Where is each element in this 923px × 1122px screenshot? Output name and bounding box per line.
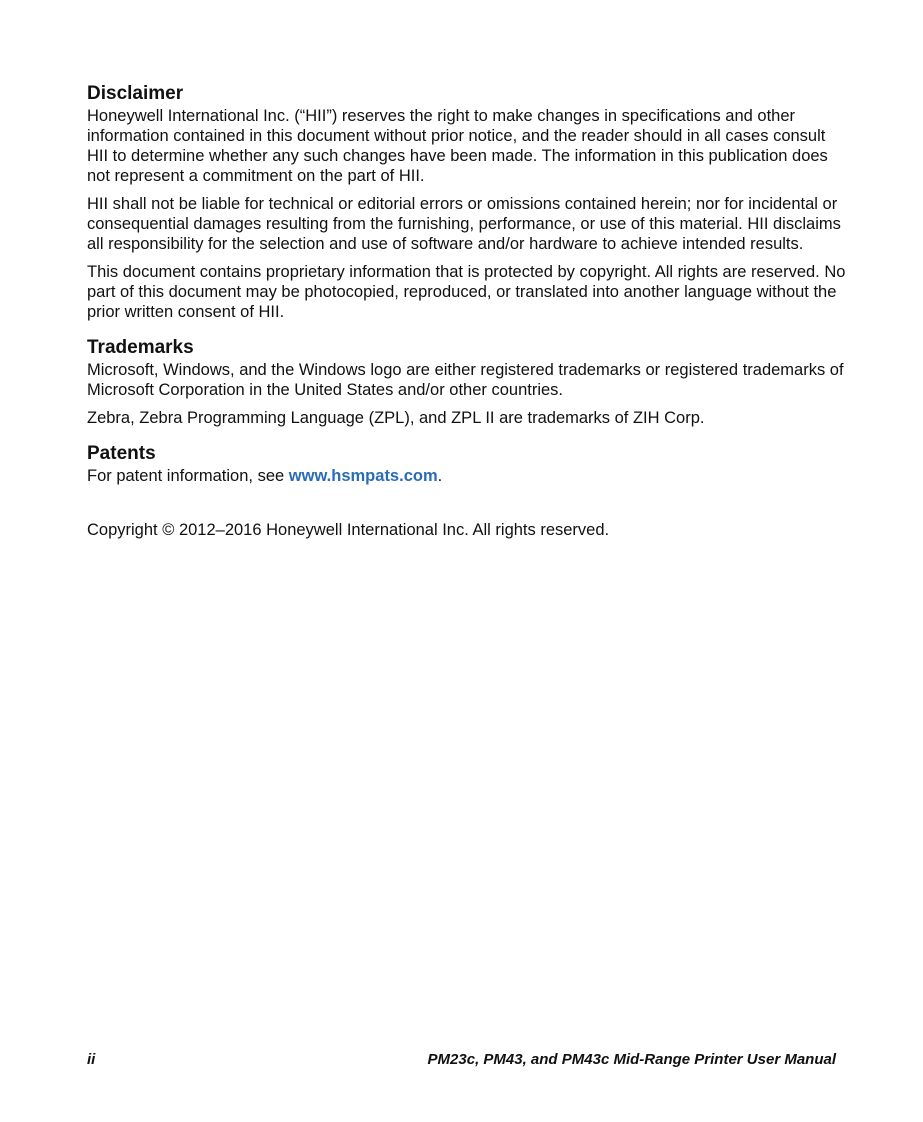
- trademarks-paragraph-1: Microsoft, Windows, and the Windows logo are either registered trademarks or registered trademarks of Microsoft Corporation in the United States and/or other countries.: [87, 361, 844, 399]
- footer-page-number: ii: [87, 1051, 96, 1068]
- disclaimer-paragraph-3: This document contains proprietary information that is protected by copyright. All rights are reserved. No part of this document may be photocopied, reproduced, or translated into another language without the prior written consent of HII.: [87, 263, 846, 321]
- patents-paragraph: [87, 466, 847, 486]
- disclaimer-section: [87, 82, 847, 322]
- trademarks-heading: Trademarks: [87, 337, 194, 358]
- patents-section: [87, 442, 847, 486]
- trademarks-paragraph-2: Zebra, Zebra Programming Language (ZPL), and ZPL II are trademarks of ZIH Corp.: [87, 409, 705, 427]
- disclaimer-paragraph-2: HII shall not be liable for technical or editorial errors or omissions contained herein; nor for incidental or consequential damages resulting from the furnishing, performance, or use of this material. HII disclaims all responsibility for the selection and use of software and/or hardware to achieve intended results.: [87, 195, 841, 253]
- document-body: [87, 82, 847, 557]
- patents-text-end: .: [437, 467, 443, 485]
- copyright-notice: Copyright © 2012–2016 Honeywell International Inc. All rights reserved.: [87, 521, 610, 539]
- patents-heading: Patents: [87, 443, 156, 464]
- disclaimer-paragraph-1: Honeywell International Inc. (“HII”) reserves the right to make changes in specifications and other information contained in this document without prior notice, and the reader should in all cases consult HII to determine whether any such changes have been made. The information in this publication does not represent a commitment on the part of HII.: [87, 107, 828, 185]
- disclaimer-heading: Disclaimer: [87, 83, 184, 104]
- patents-link[interactable]: www.hsmpats.com: [288, 467, 438, 485]
- patents-text: For patent information, see: [87, 467, 289, 485]
- footer-document-title: PM23c, PM43, and PM43c Mid-Range Printer User Manual: [427, 1051, 836, 1068]
- trademarks-section: [87, 336, 847, 428]
